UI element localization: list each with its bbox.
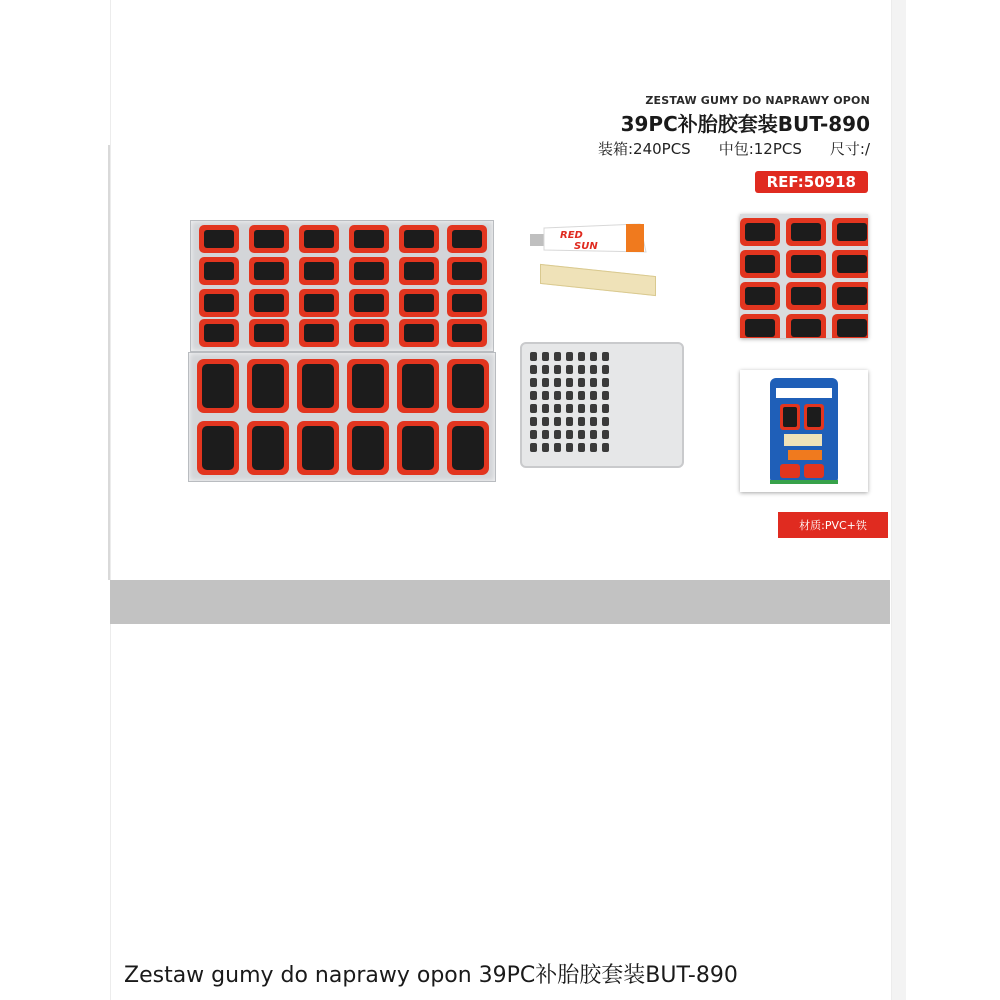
patch xyxy=(297,421,339,475)
patch xyxy=(199,257,239,285)
product-image xyxy=(110,0,890,580)
scraper-hole xyxy=(602,352,609,361)
patch xyxy=(447,421,489,475)
patch xyxy=(786,250,826,278)
patch xyxy=(199,319,239,347)
patch xyxy=(399,289,439,317)
scraper-hole xyxy=(542,430,549,439)
product-title: 39PC补胎胶套装BUT-890 xyxy=(620,112,870,136)
patch xyxy=(349,319,389,347)
scraper-hole xyxy=(542,365,549,374)
scraper-hole xyxy=(602,365,609,374)
scraper-hole xyxy=(530,365,537,374)
scraper-hole xyxy=(602,417,609,426)
scraper-hole xyxy=(566,365,573,374)
scraper-hole xyxy=(590,430,597,439)
patch xyxy=(299,225,339,253)
scraper-hole xyxy=(530,352,537,361)
scraper-hole xyxy=(578,430,585,439)
ref-badge: REF:50918 xyxy=(755,171,868,193)
blister-pack-image xyxy=(740,370,868,492)
patch xyxy=(740,282,780,310)
patch xyxy=(349,257,389,285)
scraper-hole xyxy=(602,430,609,439)
scraper-hole xyxy=(602,391,609,400)
material-badge: 材质:PVC+铁 xyxy=(778,512,888,538)
scraper-hole xyxy=(590,443,597,452)
metal-scraper xyxy=(520,342,684,468)
scraper-hole xyxy=(602,378,609,387)
scraper-hole xyxy=(566,352,573,361)
scraper-hole xyxy=(530,404,537,413)
patch xyxy=(247,421,289,475)
small-patches-sheet xyxy=(190,220,494,352)
thumbnail-patches xyxy=(740,214,868,338)
scraper-hole xyxy=(590,378,597,387)
patch xyxy=(786,218,826,246)
scraper-hole xyxy=(530,378,537,387)
scraper-hole xyxy=(554,443,561,452)
patch xyxy=(299,319,339,347)
patch xyxy=(447,319,487,347)
patch xyxy=(786,314,826,338)
patch xyxy=(397,421,439,475)
scraper-hole xyxy=(530,443,537,452)
scraper-hole xyxy=(554,417,561,426)
large-patches-sheet xyxy=(188,352,496,482)
patch xyxy=(347,359,389,413)
patch xyxy=(199,289,239,317)
patch xyxy=(197,359,239,413)
scraper-hole xyxy=(542,417,549,426)
patch xyxy=(832,218,868,246)
patch xyxy=(832,314,868,338)
scraper-hole xyxy=(542,378,549,387)
spec-size: 尺寸:/ xyxy=(829,140,870,158)
scraper-hole xyxy=(590,391,597,400)
patch xyxy=(832,282,868,310)
patch xyxy=(447,359,489,413)
patch xyxy=(299,257,339,285)
patch xyxy=(199,225,239,253)
scraper-hole xyxy=(554,378,561,387)
patch xyxy=(247,359,289,413)
patch xyxy=(447,225,487,253)
product-specs xyxy=(598,138,870,159)
patch xyxy=(786,282,826,310)
patch xyxy=(249,289,289,317)
patch xyxy=(399,257,439,285)
patch xyxy=(349,289,389,317)
scraper-hole xyxy=(566,378,573,387)
spec-inner-pack: 中包:12PCS xyxy=(718,140,802,158)
scraper-hole xyxy=(590,352,597,361)
patch xyxy=(832,250,868,278)
patch xyxy=(447,257,487,285)
patch xyxy=(447,289,487,317)
scraper-hole xyxy=(590,404,597,413)
scraper-hole xyxy=(578,443,585,452)
glue-tube xyxy=(530,222,648,256)
patch xyxy=(399,319,439,347)
scraper-hole xyxy=(566,430,573,439)
product-caption: Zestaw gumy do naprawy opon 39PC补胎胶套装BUT-890 xyxy=(124,963,738,988)
scraper-hole xyxy=(602,404,609,413)
patch xyxy=(740,314,780,338)
scraper-hole xyxy=(554,391,561,400)
patch xyxy=(197,421,239,475)
patch xyxy=(740,218,780,246)
scraper-hole xyxy=(530,391,537,400)
scraper-hole xyxy=(554,404,561,413)
separator-band xyxy=(110,580,890,624)
scraper-hole xyxy=(530,417,537,426)
patch xyxy=(349,225,389,253)
spec-carton: 装箱:240PCS xyxy=(597,140,691,158)
scraper-hole xyxy=(554,365,561,374)
thumbnail-packaging xyxy=(740,370,868,492)
scraper-hole xyxy=(542,404,549,413)
scraper-hole xyxy=(602,443,609,452)
tube-brand-red: RED xyxy=(560,230,583,241)
patch xyxy=(347,421,389,475)
sandpaper-strip xyxy=(540,264,656,296)
right-gutter xyxy=(890,0,906,1000)
patch xyxy=(299,289,339,317)
scraper-hole xyxy=(578,378,585,387)
product-subtitle: ZESTAW GUMY DO NAPRAWY OPON xyxy=(645,94,870,107)
scraper-hole xyxy=(566,443,573,452)
scraper-hole xyxy=(578,404,585,413)
scraper-hole xyxy=(566,404,573,413)
patch xyxy=(399,225,439,253)
scraper-hole xyxy=(578,365,585,374)
scraper-hole xyxy=(542,352,549,361)
patch xyxy=(397,359,439,413)
scraper-hole xyxy=(530,430,537,439)
scraper-hole xyxy=(578,391,585,400)
scraper-hole xyxy=(566,417,573,426)
scraper-hole xyxy=(578,352,585,361)
scraper-hole xyxy=(590,365,597,374)
scraper-hole xyxy=(554,352,561,361)
patch xyxy=(249,319,289,347)
scraper-hole xyxy=(590,417,597,426)
scraper-hole xyxy=(578,417,585,426)
patch xyxy=(249,257,289,285)
patch xyxy=(740,250,780,278)
scraper-hole xyxy=(542,391,549,400)
scraper-hole xyxy=(566,391,573,400)
scraper-hole xyxy=(554,430,561,439)
patch xyxy=(249,225,289,253)
scraper-hole xyxy=(542,443,549,452)
patch xyxy=(297,359,339,413)
tube-brand-sun: SUN xyxy=(574,241,598,252)
